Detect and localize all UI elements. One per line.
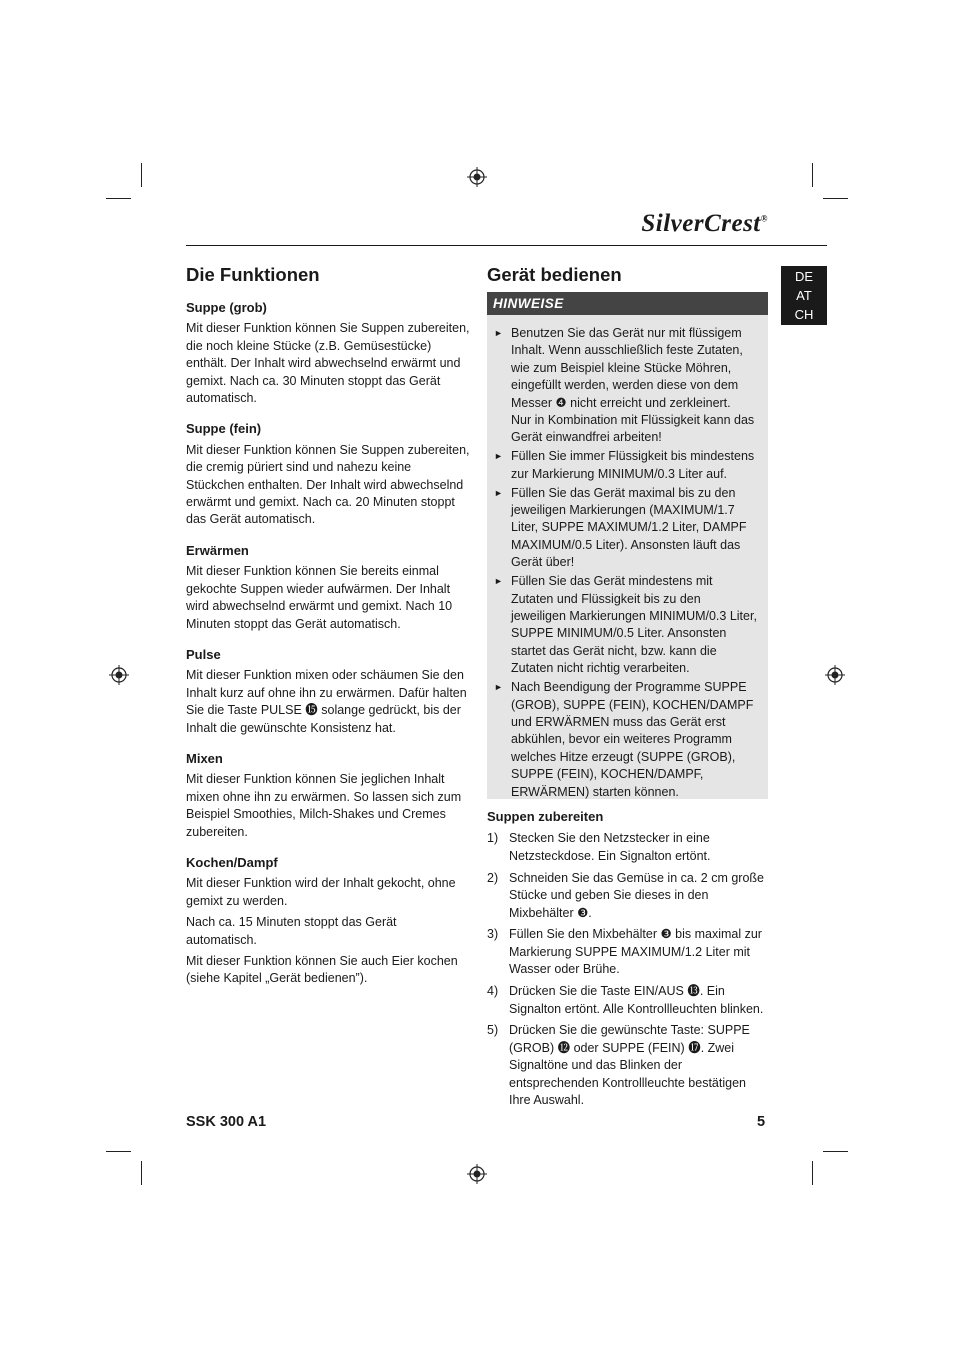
crop-mark: [141, 1161, 142, 1185]
model-number: SSK 300 A1: [186, 1114, 267, 1130]
hints-box: [487, 292, 768, 799]
section-text: Mit dieser Funktion können Sie auch Eier kochen (siehe Kapitel „Gerät bedienen”).: [186, 954, 458, 986]
step-text: Stecken Sie den Netzstecker in eine Netzsteckdose. Ein Signalton ertönt.: [509, 831, 711, 863]
functions-column: [186, 299, 470, 1001]
hint-text: Benutzen Sie das Gerät nur mit flüssigem Inhalt. Wenn ausschließlich feste Zutaten, wie zum Beispiel kleine Stücke Möhren, eingefüllt werden, werden diese von dem Messer ❹ nicht erreicht und zerkleinert.: [511, 326, 743, 410]
step-text: Füllen Sie den Mixbehälter ❸ bis maximal zur Markierung SUPPE MAXIMUM/1.2 Liter mit Wasser oder Brühe.: [509, 927, 762, 977]
step-item: [487, 983, 768, 1018]
hint-item: [494, 448, 758, 483]
page-number: 5: [757, 1114, 766, 1130]
language-code: CH: [794, 307, 814, 322]
step-text: Drücken Sie die Taste EIN/AUS ⓭. Ein Signalton ertönt. Alle Kontrollleuchten blinken.: [509, 984, 764, 1016]
section-title: Erwärmen: [186, 542, 249, 558]
step-number: 1): [487, 831, 499, 846]
bullet-arrow-icon: ►: [494, 682, 503, 693]
hint-item: [494, 485, 758, 572]
registration-mark-icon: [825, 665, 845, 685]
bullet-arrow-icon: ►: [494, 328, 503, 338]
left-heading: Die Funktionen: [186, 264, 320, 285]
registration-mark-icon: [467, 167, 487, 187]
crop-mark: [106, 198, 131, 199]
step-item: [487, 1022, 768, 1109]
hint-item: [494, 573, 758, 677]
header-rule: [186, 245, 827, 246]
function-section: [186, 750, 470, 841]
step-text: Schneiden Sie das Gemüse in ca. 2 cm große Stücke und geben Sie dieses in den Mixbehälter ❸.: [509, 870, 764, 920]
section-text: Mit dieser Funktion können Sie Suppen zubereiten, die noch kleine Stücke (z.B. Gemüsestücke) enthält. Der Inhalt wird abwechselnd erwärmt und gemixt. Nach ca. 30 Minuten stoppt das Gerät automatisch.: [186, 321, 470, 406]
bullet-arrow-icon: ►: [494, 451, 503, 462]
function-section: [186, 854, 470, 988]
step-item: [487, 870, 768, 922]
language-code: AT: [796, 288, 812, 303]
step-item: [487, 926, 768, 978]
crop-mark: [106, 1151, 131, 1152]
language-code: DE: [794, 269, 814, 284]
brand-trademark: ®: [760, 213, 768, 224]
hint-item: [494, 325, 758, 447]
hint-text: Füllen Sie immer Flüssigkeit bis mindestens zur Markierung MINIMUM/0.3 Liter auf.: [511, 449, 755, 481]
hint-text: Nach Beendigung der Programme SUPPE (GROB), SUPPE (FEIN), KOCHEN/DAMPF und ERWÄRMEN muss das Gerät erst abkühlen, bevor ein weiteres Programm welches Hitze erzeugt (SUPPE (GROB), SUPPE (FEIN), KOCHEN/DAMPF, ERWÄRMEN) starten können.: [511, 680, 754, 799]
section-title: Suppe (fein): [186, 421, 262, 437]
section-title: Suppe (grob): [186, 300, 267, 315]
hints-list: [487, 315, 768, 801]
hints-title: HINWEISE: [487, 292, 768, 315]
step-number: 2): [487, 870, 499, 885]
section-text: Mit dieser Funktion können Sie Suppen zubereiten, die cremig püriert sind und nahezu keine Stückchen enthalten. Der Inhalt wird abwechselnd erwärmt und gemixt. Nach ca. 20 Minuten stoppt das Gerät automatisch.: [186, 442, 470, 527]
hint-text: Füllen Sie das Gerät mindestens mit Zutaten und Flüssigkeit bis zu den jeweiligen Markierungen MINIMUM/0.3 Liter, SUPPE MINIMUM/0.5 Liter. Ansonsten startet das Gerät nicht, bzw. kann die Zutaten nicht richtig verarbeiten.: [511, 574, 757, 676]
step-number: 3): [487, 927, 499, 942]
hint-text: Füllen Sie das Gerät maximal bis zu den jeweiligen Markierungen (MAXIMUM/1.7 Liter, SUPPE MAXIMUM/1.2 Liter, DAMPF MAXIMUM/0.5 Liter). Ansonsten läuft das Gerät über!: [511, 485, 747, 570]
crop-mark: [823, 1151, 848, 1152]
section-title: Pulse: [186, 646, 221, 662]
function-section: [186, 299, 470, 407]
crop-mark: [812, 1161, 813, 1185]
language-tab: [781, 266, 827, 325]
soup-steps: [487, 808, 768, 1114]
registration-mark-icon: [467, 1164, 487, 1184]
crop-mark: [812, 163, 813, 187]
hint-item: [494, 679, 758, 801]
brand-logo: [641, 210, 768, 238]
step-number: 4): [487, 984, 499, 999]
brand-name: SilverCrest: [641, 210, 761, 237]
steps-title: Suppen zubereiten: [487, 809, 604, 824]
hint-extra-text: Nur in Kombination mit Flüssigkeit kann das Gerät einwandfrei arbeiten!: [511, 413, 755, 445]
section-text: Mit dieser Funktion wird der Inhalt gekocht, ohne gemixt zu werden.: [186, 876, 456, 908]
function-section: [186, 646, 470, 737]
crop-mark: [141, 163, 142, 187]
registration-mark-icon: [109, 665, 129, 685]
crop-mark: [823, 198, 848, 199]
bullet-arrow-icon: ►: [494, 487, 503, 498]
right-heading: Gerät bedienen: [487, 264, 622, 285]
bullet-arrow-icon: ►: [494, 576, 503, 587]
step-item: [487, 830, 768, 865]
section-text: Mit dieser Funktion können Sie jeglichen Inhalt mixen ohne ihn zu erwärmen. So lassen sich zum Beispiel Smoothies, Milch-Shakes und Cremes zubereiten.: [186, 772, 462, 839]
function-section: [186, 542, 470, 633]
section-text: Mit dieser Funktion können Sie bereits einmal gekochte Suppen wieder aufwärmen. Der Inhalt wird abwechselnd erwärmt und gemixt. Nach 10 Minuten stoppt das Gerät automatisch.: [186, 564, 453, 631]
section-title: Mixen: [186, 750, 223, 766]
step-number: 5): [487, 1023, 499, 1038]
section-title: Kochen/Dampf: [186, 854, 278, 870]
step-text: Drücken Sie die gewünschte Taste: SUPPE (GROB) ⓬ oder SUPPE (FEIN) ⓱. Zwei Signaltöne und das Blinken der entsprechenden Kontrollleuchte bestätigen Ihre Auswahl.: [509, 1023, 750, 1108]
section-text: Nach ca. 15 Minuten stoppt das Gerät automatisch.: [186, 915, 397, 947]
section-text: Mit dieser Funktion mixen oder schäumen Sie den Inhalt kurz auf ohne ihn zu erwärmen. Dafür halten Sie die Taste PULSE ⓯ solange gedrückt, bis der Inhalt die gewünschte Konsistenz hat.: [186, 668, 467, 735]
function-section: [186, 420, 470, 528]
